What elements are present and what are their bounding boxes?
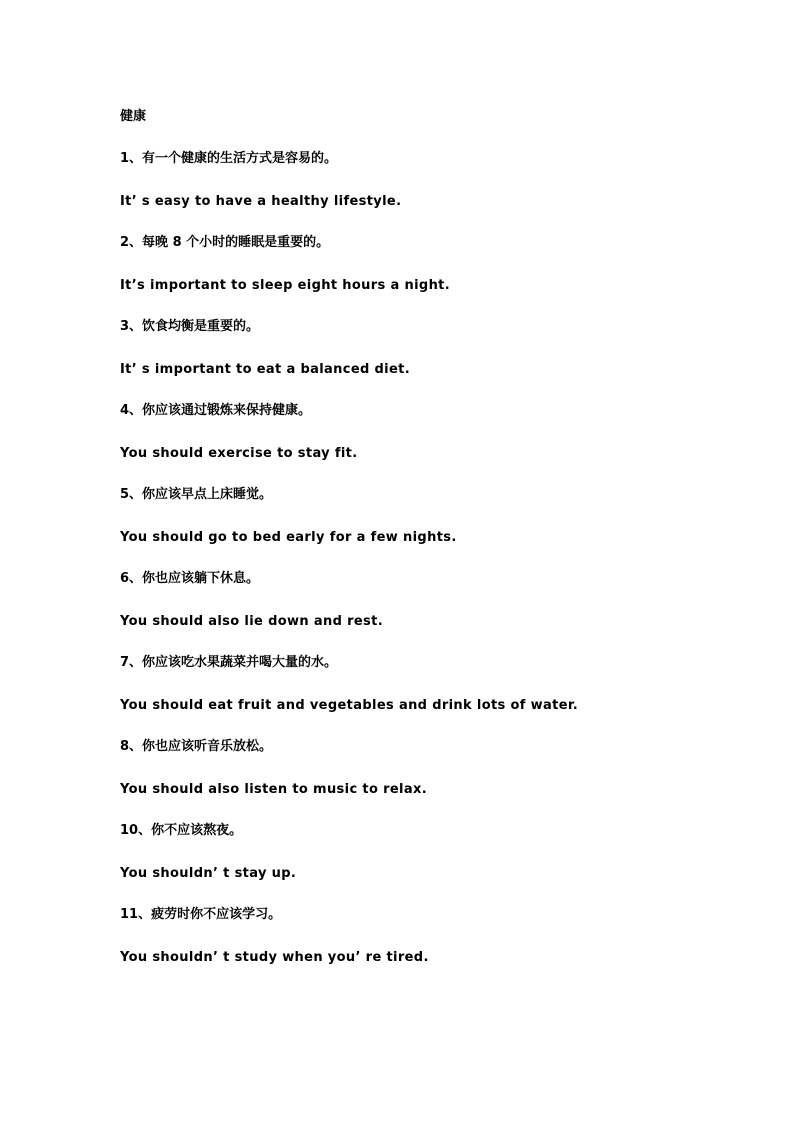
- english-sentence: You should also lie down and rest.: [120, 614, 383, 629]
- english-sentence: You should eat fruit and vegetables and drink lots of water.: [120, 698, 579, 713]
- chinese-sentence: 11、疲劳时你不应该学习。: [120, 907, 282, 922]
- sentence-item: [120, 738, 740, 799]
- chinese-sentence: 3、饮食均衡是重要的。: [120, 319, 260, 334]
- english-sentence: You should exercise to stay fit.: [120, 446, 358, 461]
- english-sentence: You should go to bed early for a few nights.: [120, 530, 457, 545]
- english-sentence: It’ s easy to have a healthy lifestyle.: [120, 194, 402, 209]
- document-title: 健康: [120, 109, 147, 124]
- english-sentence: You shouldn’ t stay up.: [120, 866, 297, 881]
- chinese-sentence: 6、你也应该躺下休息。: [120, 571, 260, 586]
- sentence-item: [120, 318, 740, 379]
- sentence-list: [120, 150, 740, 990]
- sentence-item: [120, 570, 740, 631]
- sentence-item: [120, 822, 740, 883]
- chinese-sentence: 4、你应该通过锻炼来保持健康。: [120, 403, 312, 418]
- english-sentence: You shouldn’ t study when you’ re tired.: [120, 950, 429, 965]
- sentence-item: [120, 234, 740, 295]
- english-sentence: It’ s important to eat a balanced diet.: [120, 362, 411, 377]
- chinese-sentence: 2、每晚 8 个小时的睡眠是重要的。: [120, 235, 330, 250]
- sentence-item: [120, 906, 740, 967]
- chinese-sentence: 10、你不应该熬夜。: [120, 823, 243, 838]
- chinese-sentence: 5、你应该早点上床睡觉。: [120, 487, 273, 502]
- chinese-sentence: 1、有一个健康的生活方式是容易的。: [120, 151, 338, 166]
- chinese-sentence: 7、你应该吃水果蔬菜并喝大量的水。: [120, 655, 338, 670]
- chinese-sentence: 8、你也应该听音乐放松。: [120, 739, 273, 754]
- sentence-item: [120, 402, 740, 463]
- sentence-item: [120, 486, 740, 547]
- sentence-item: [120, 654, 740, 715]
- english-sentence: You should also listen to music to relax.: [120, 782, 427, 797]
- sentence-item: [120, 150, 740, 211]
- english-sentence: It’s important to sleep eight hours a night.: [120, 278, 451, 293]
